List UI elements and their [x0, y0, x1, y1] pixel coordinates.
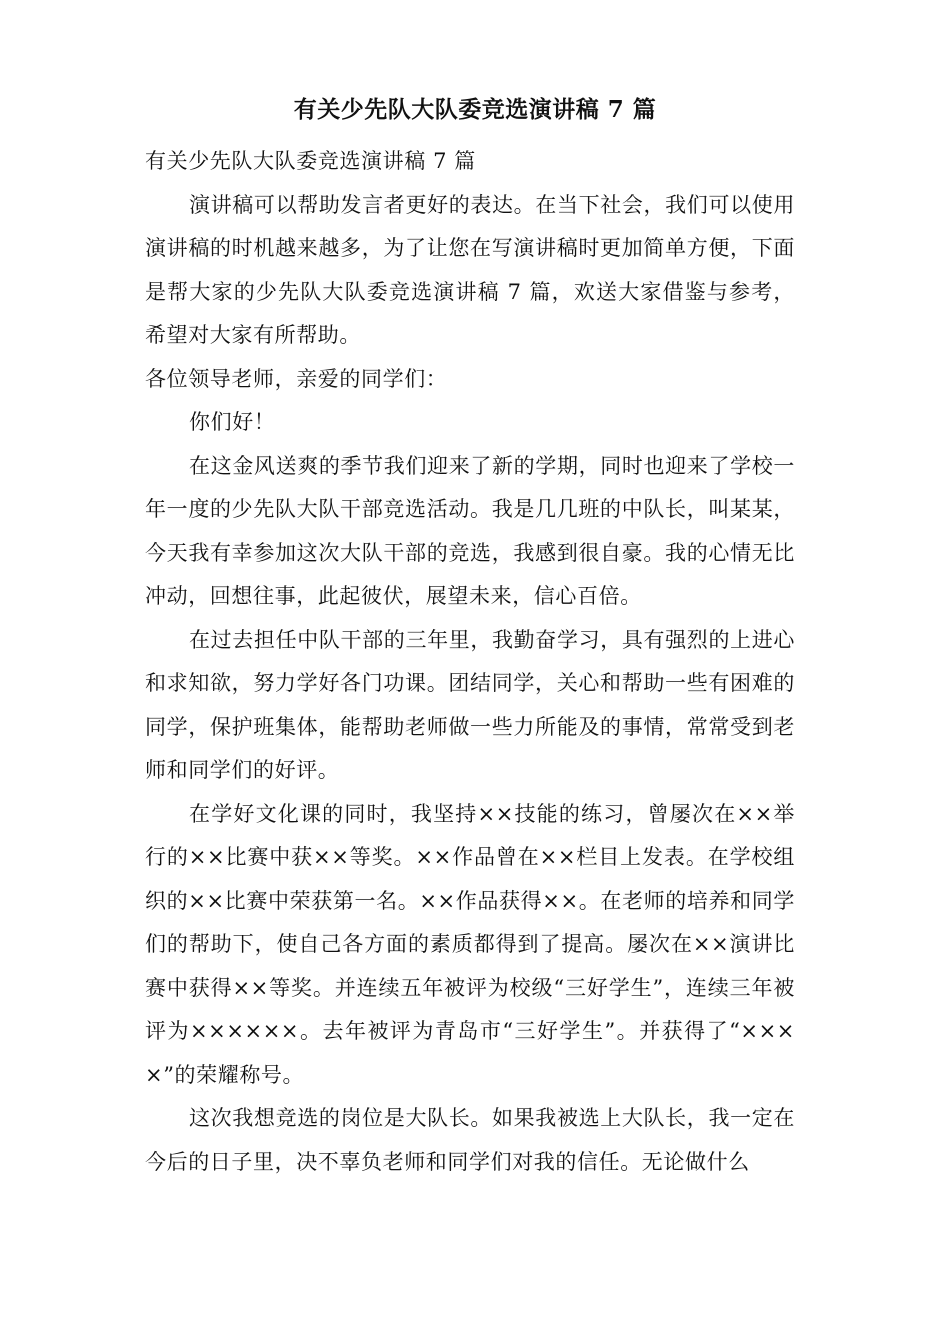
paragraph-subtitle: 有关少先队大队委竞选演讲稿 7 篇 [145, 149, 476, 173]
paragraph-body: 在这金风送爽的季节我们迎来了新的学期，同时也迎来了学校一年一度的少先队大队干部竞选活动。我是几几班的中队长，叫某某，今天我有幸参加这次大队干部的竞选，我感到很自豪。我的心情无比冲动，回想往事，此起彼伏，展望未来，信心百倍。 [145, 453, 795, 608]
paragraph-intro: 演讲稿可以帮助发言者更好的表达。在当下社会，我们可以使用演讲稿的时机越来越多，为了让您在写演讲稿时更加简单方便，下面是帮大家的少先队大队委竞选演讲稿 7 篇，欢送大家借鉴与参考，希望对大家有所帮助。 [145, 192, 795, 347]
document-title: 有关少先队大队委竞选演讲稿 7 篇 [293, 96, 657, 123]
paragraph-body: 在学好文化课的同时，我坚持××技能的练习，曾屡次在××举行的××比赛中获××等奖。××作品曾在××栏目上发表。在学校组织的××比赛中荣获第一名。××作品获得××。在老师的培养和同学们的帮助下，使自己各方面的素质都得到了提高。屡次在××演讲比赛中获得××等奖。并连续五年被评为校级“三好学生”，连续三年被评为××××××。去年被评为青岛市“三好学生”。并获得了“××××”的荣耀称号。 [145, 801, 795, 1087]
paragraph-greeting: 你们好！ [189, 410, 276, 434]
paragraph-body: 在过去担任中队干部的三年里，我勤奋学习，具有强烈的上进心和求知欲，努力学好各门功课。团结同学，关心和帮助一些有困难的同学，保护班集体，能帮助老师做一些力所能及的事情，常常受到老师和同学们的好评。 [145, 627, 795, 782]
document-body [145, 140, 795, 1184]
paragraph-salutation: 各位领导老师，亲爱的同学们： [145, 366, 448, 391]
paragraph-body: 这次我想竞选的岗位是大队长。如果我被选上大队长，我一定在今后的日子里，决不辜负老师和同学们对我的信任。无论做什么 [145, 1106, 795, 1174]
